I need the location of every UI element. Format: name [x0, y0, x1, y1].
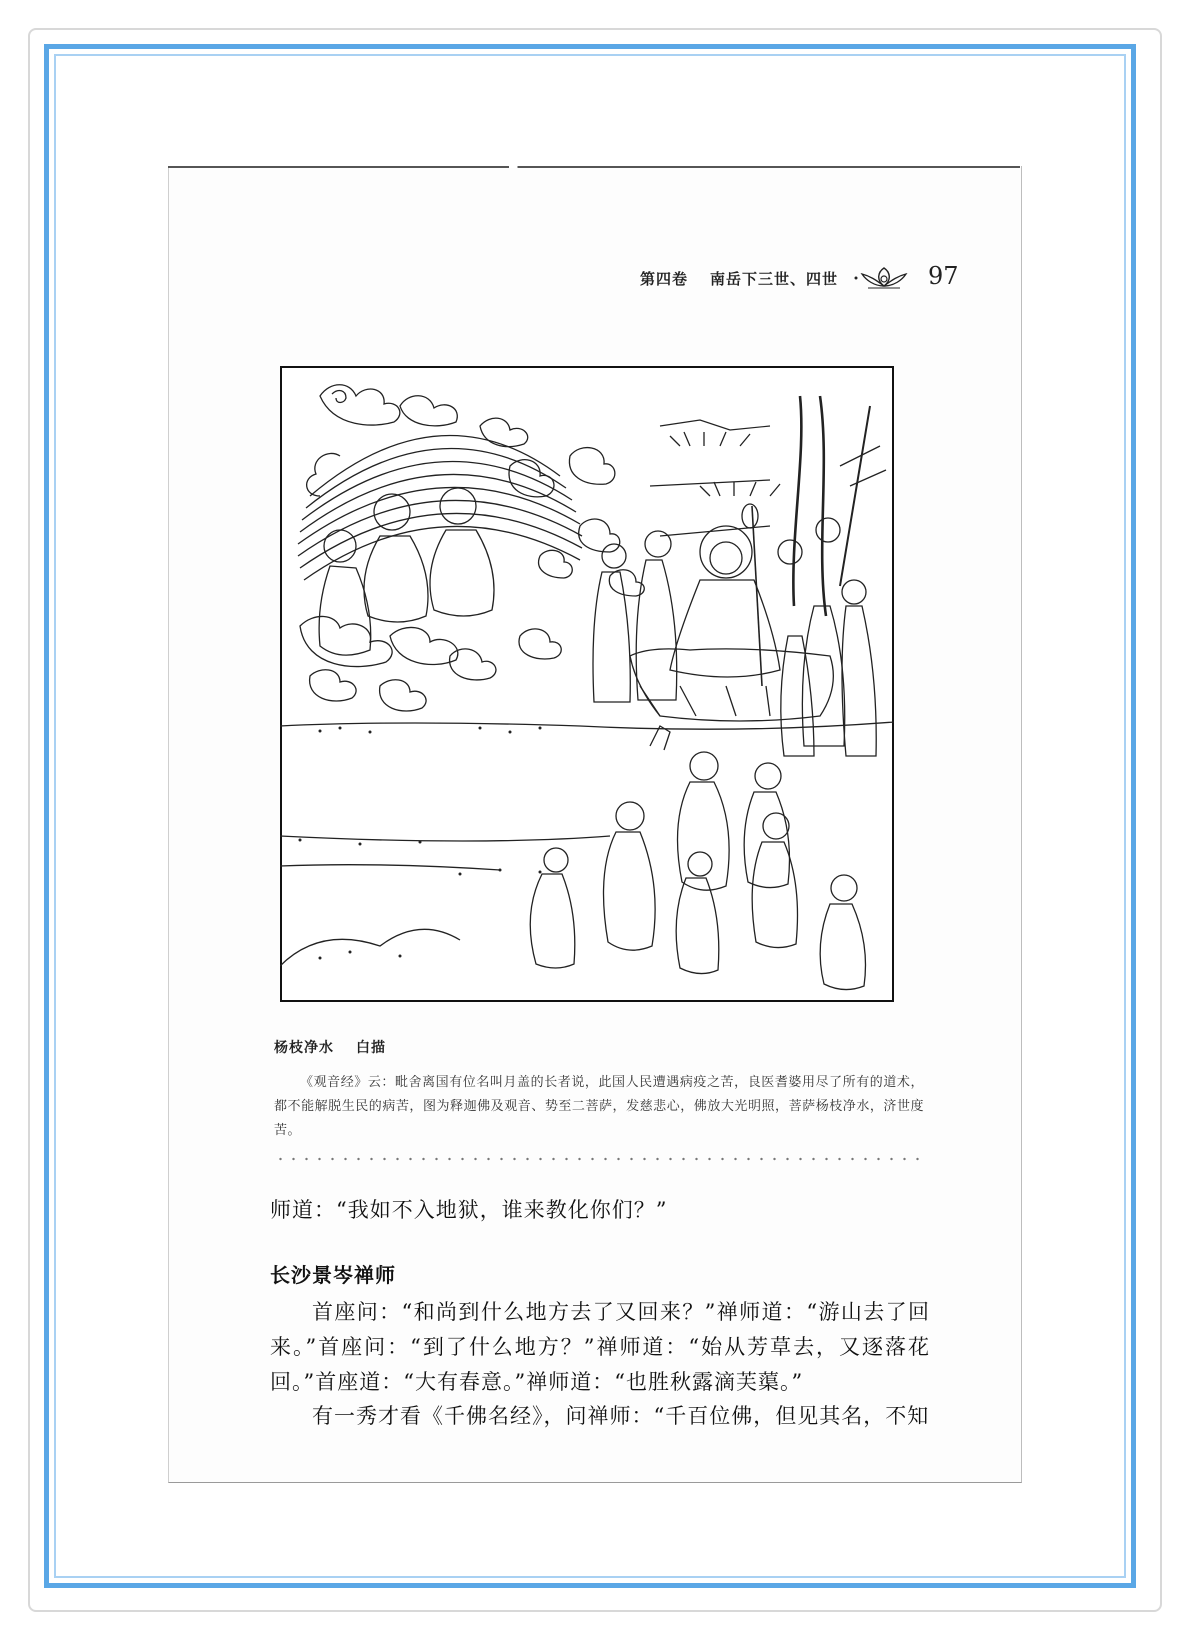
line-drawing-illustration [280, 366, 910, 1016]
caption-title-text: 杨枝净水 [274, 1040, 334, 1056]
section-title: 长沙景岑禅师 [270, 1263, 396, 1287]
quote-line: 师道：“我如不入地狱，谁来教化你们？” [270, 1198, 668, 1222]
illustration-drawing [280, 366, 910, 1016]
chapter-title: 南岳下三世、四世 [710, 270, 839, 288]
page-number: 97 [928, 262, 959, 290]
lotus-ornament-icon [852, 262, 916, 296]
illustration-caption-title [274, 1037, 386, 1057]
volume-label: 第四卷 [640, 270, 689, 288]
body-paragraph-continued: 有一秀才看《千佛名经》，问禅师：“千百位佛，但见其名，不知 [312, 1404, 930, 1428]
caption-style-text: 白描 [356, 1040, 386, 1056]
illustration-caption-text: 《观音经》云：毗舍离国有位名叫月盖的长者说，此国人民遭遇病疫之苦，良医耆婆用尽了所有的道术，都不能解脱生民的病苦，图为释迦佛及观音、势至二菩萨，发慈悲心，佛放大光明照，菩萨杨枝净水，济世度苦。 [274, 1075, 924, 1138]
body-paragraph: 首座问：“和尚到什么地方去了又回来？”禅师道：“游山去了回来。”首座问：“到了什么地方？”禅师道：“始从芳草去，又逐落花回。”首座道：“大有春意。”禅师道：“也胜秋露滴芙蕖。” [270, 1300, 930, 1394]
page-top-edge [168, 166, 1020, 168]
running-header [640, 262, 970, 292]
dotted-divider [274, 1156, 924, 1162]
